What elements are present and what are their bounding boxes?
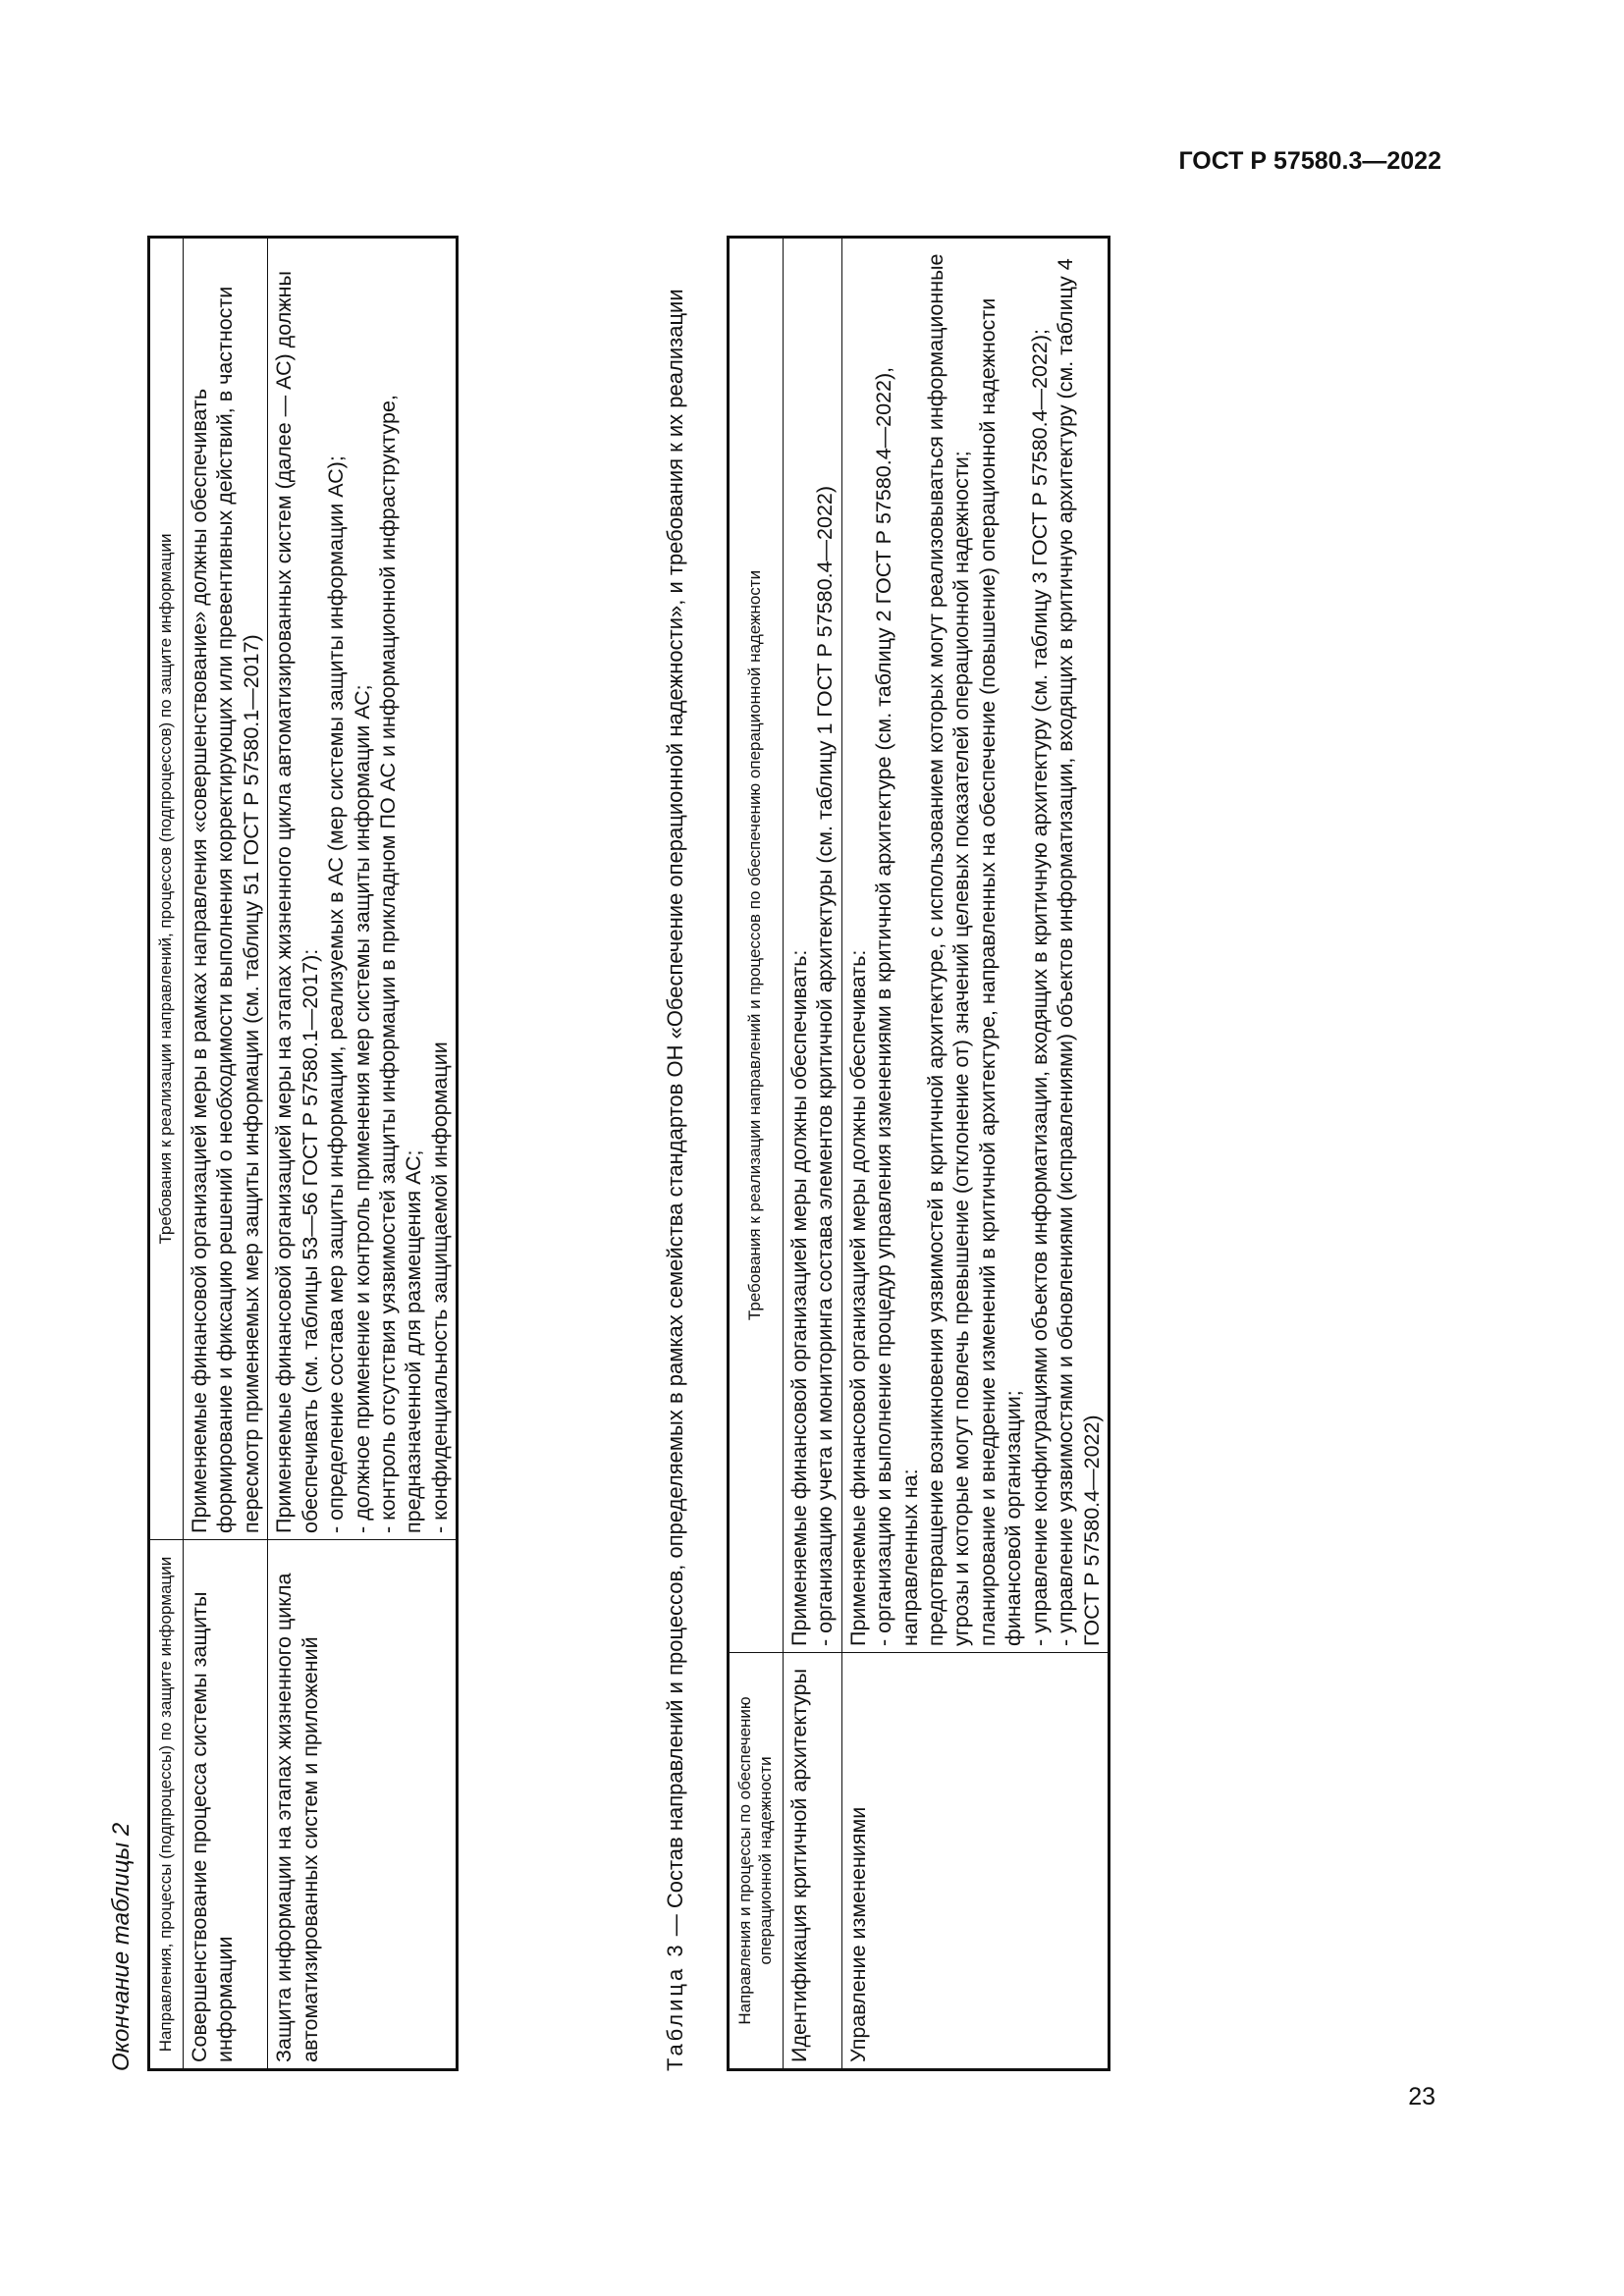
- table3-caption-label: Таблица 3: [663, 1942, 687, 2071]
- requirement-line: - определение состава мер защиты информации, реализуемых в АС (мер системы защиты информации АС);: [324, 455, 349, 1533]
- cell-requirement: [841, 238, 1109, 1653]
- table2-continuation: [147, 236, 459, 2071]
- table2-continuation-caption: Окончание таблицы 2: [108, 1822, 135, 2071]
- cell-direction: Идентификация критичной архитектуры: [783, 1653, 841, 2070]
- page-number: 23: [1408, 2083, 1435, 2110]
- cell-direction: Совершенствование процесса системы защиты информации: [183, 1540, 267, 2070]
- requirement-line: - управление конфигурациями объектов информатизации, входящих в критичную архитектуру (см. таблицу 3 ГОСТ Р 57580.4—2022);: [1027, 328, 1052, 1646]
- table-row: [268, 238, 458, 2070]
- table3: [727, 236, 1110, 2071]
- column-header-requirement: Требования к реализации направлений, процессов (подпроцессов) по защите информации: [149, 238, 184, 1540]
- requirement-line: - управление уязвимостями и обновлениями (исправлениями) объектов информатизации, входящих в критичную архитектуру (см. таблицу 4 ГОСТ Р 57580.4—2022): [1054, 258, 1104, 1646]
- table3-caption: [663, 236, 689, 2071]
- cell-requirement: [783, 238, 841, 1653]
- column-header-direction: Направления и процессы по обеспечению операционной надежности: [729, 1653, 784, 2070]
- rotated-content: [108, 236, 1296, 2071]
- cell-direction: Управление изменениями: [841, 1653, 1109, 2070]
- requirement-line: - конфиденциальность защищаемой информации: [427, 1041, 452, 1533]
- page-header-standard: ГОСТ Р 57580.3—2022: [1178, 147, 1441, 175]
- column-header-requirement: Требования к реализации направлений и процессов по обеспечению операционной надежности: [729, 238, 784, 1653]
- requirement-line: - организацию и выполнение процедур управления изменениями в критичной архитектуре (см. таблицу 2 ГОСТ Р 57580.4—2022), направленных на:: [872, 366, 922, 1646]
- requirement-line: Применяемые финансовой организацией меры должны обеспечивать:: [786, 949, 811, 1646]
- requirement-line: - контроль отсутствия уязвимостей защиты информации в прикладном ПО АС и информационной инфраструктуре, предназначенной для размещения АС;: [375, 395, 426, 1533]
- cell-requirement: [268, 238, 458, 1540]
- table-row: [183, 238, 267, 2070]
- table-row: [783, 238, 841, 2070]
- requirement-line: Применяемые финансовой организацией меры должны обеспечивать:: [845, 949, 870, 1646]
- requirement-line: планирование и внедрение изменений в критичной архитектуре, направленных на обеспечение (повышение) операционной надежности финансовой организации;: [975, 297, 1026, 1646]
- cell-direction: Защита информации на этапах жизненного цикла автоматизированных систем и приложений: [268, 1540, 458, 2070]
- requirement-line: - должное применение и контроль применения мер системы защиты информации АС;: [350, 684, 374, 1533]
- requirement-line: предотвращение возникновения уязвимостей в критичной архитектуре, с использованием которых могут реализовываться информационные угрозы и которые могут повлечь превышение (отклонение от) значений целевых показателей операционной надежности;: [924, 253, 974, 1646]
- table3-caption-text: — Состав направлений и процессов, определяемых в рамках семейства стандартов ОН «Обеспечение операционной надежности», и требования к их реализации: [663, 289, 687, 1943]
- requirement-line: - организацию учета и мониторинга состава элементов критичной архитектуры (см. таблицу 1 ГОСТ Р 57580.4—2022): [813, 485, 838, 1646]
- table-row: [841, 238, 1109, 2070]
- table-header-row: [729, 238, 784, 2070]
- requirement-line: Применяемые финансовой организацией меры на этапах жизненного цикла автоматизированных систем (далее — АС) должны обеспечивать (см. таблицы 53—56 ГОСТ Р 57580.1—2017):: [272, 271, 322, 1533]
- table-header-row: [149, 238, 184, 2070]
- cell-requirement: Применяемые финансовой организацией меры в рамках направления «совершенствование» должны обеспечивать формирование и фиксацию решений о необходимости выполнения корректирующих или превентивных действий, в частности пересмотр применяемых мер защиты информации (см. таблицу 51 ГОСТ Р 57580.1—2017): [183, 238, 267, 1540]
- column-header-direction: Направления, процессы (подпроцессы) по защите информации: [149, 1540, 184, 2070]
